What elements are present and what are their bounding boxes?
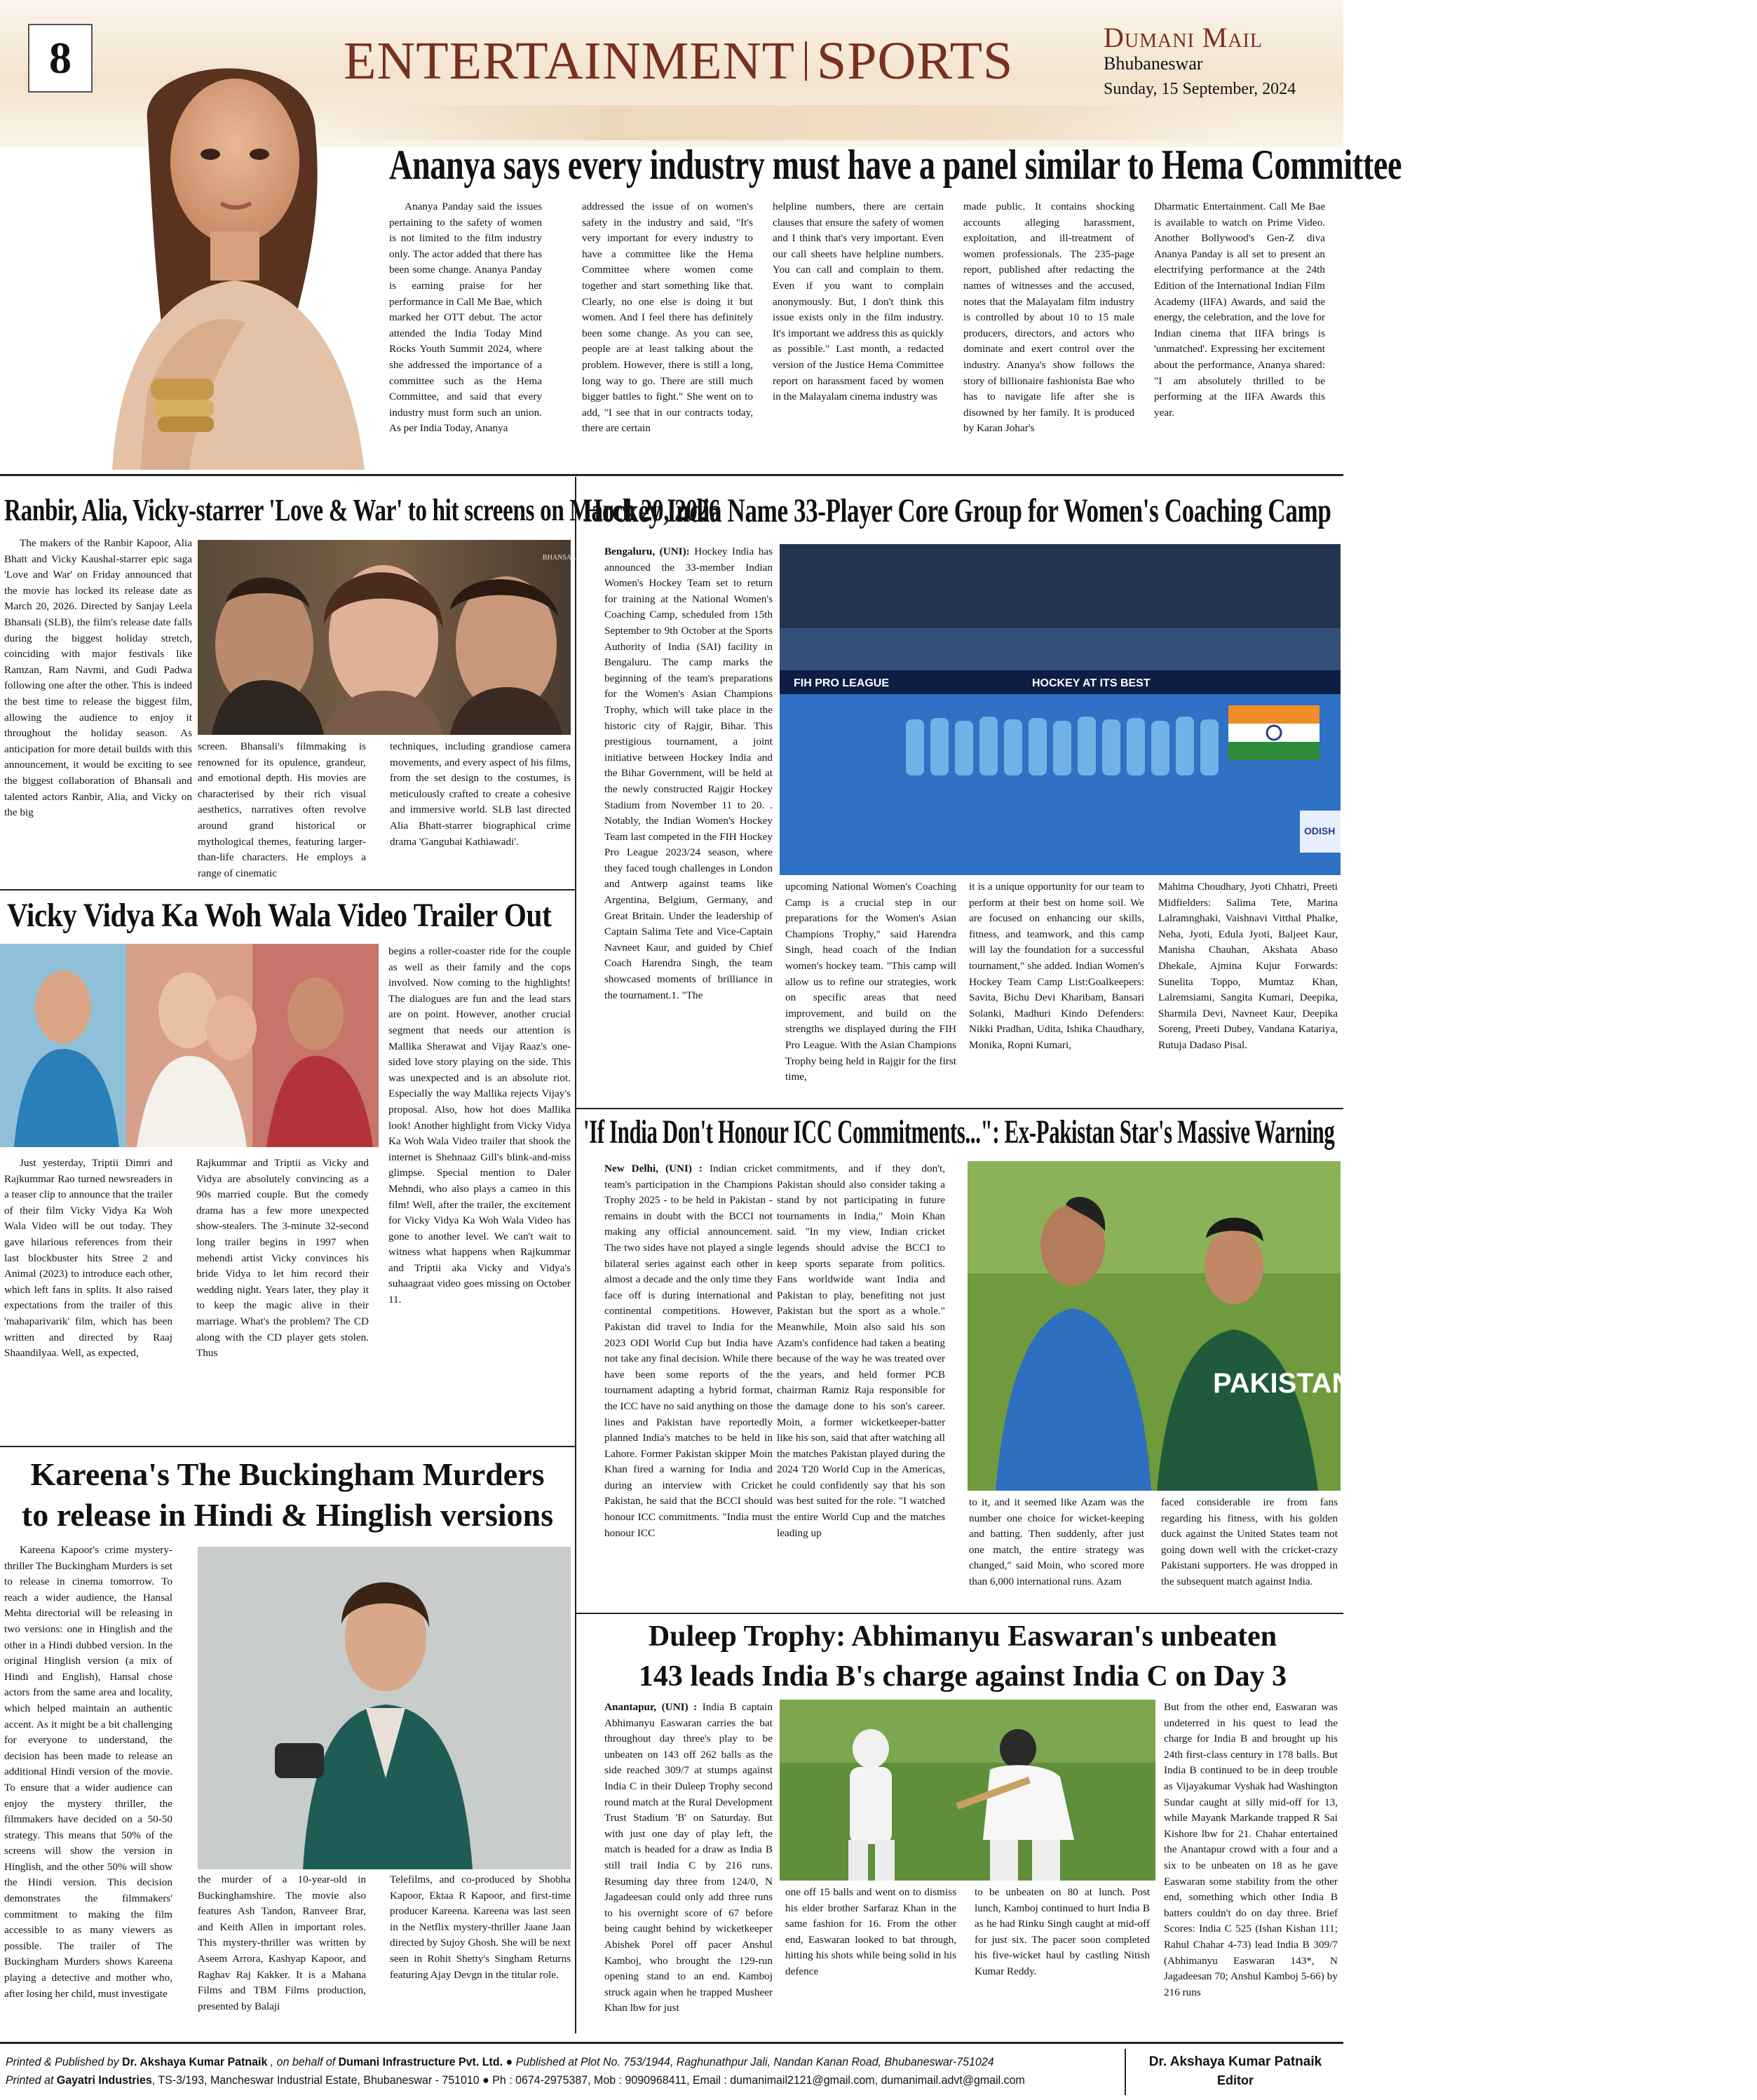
duleep-headline-line1: Duleep Trophy: Abhimanyu Easwaran's unbeaten bbox=[648, 1620, 1277, 1653]
kareena-headline-line1: Kareena's The Buckingham Murders bbox=[30, 1456, 545, 1492]
icc-col4-text: faced considerable ire from fans regarding his fitness, with his golden duck against the United States team not going down well with the cricket-crazy Pakistani supporters. He was dropped in the subsequent match against India. bbox=[1161, 1496, 1338, 1587]
paper-name: Dumani Mail bbox=[1104, 22, 1263, 53]
ananya-col1-text: Ananya Panday said the issues pertaining to the safety of women is not limited to the film industry only. The actor added that there has been some change. Ananya Panday is earning praise for her performance in Call Me Bae, which marked her OTT debut. The actor attended the India Today Mind Rocks Youth Summit 2024, where she addressed the importance of a committee such as the Hema Committee, and said that every industry must form such an union. As per India Today, Ananya bbox=[389, 201, 542, 435]
love-war-col3 bbox=[390, 739, 571, 886]
love-war-col3-text: techniques, including grandiose camera movements, and every aspect of his films, from the set design to the costumes, is meticulously crafted to create a cohesive and immersive world. SLB last directed Alia Bhatt-starrer biographical crime drama 'Gangubai Kathiawadi'. bbox=[390, 740, 571, 848]
footer-line2 bbox=[6, 2071, 1060, 2089]
footer-printer: Gayatri Industries bbox=[56, 2073, 152, 2087]
footer-printed-by: Printed & Published by bbox=[6, 2055, 123, 2068]
icc-headline: 'If India Don't Honour ICC Commitments...": Ex-Pakistan Star's Massive Warning bbox=[583, 1113, 1335, 1151]
kareena-col1 bbox=[4, 1543, 172, 2033]
ananya-col3 bbox=[773, 199, 944, 466]
kareena-headline-line2: to release in Hindi & Hinglish versions bbox=[21, 1497, 554, 1533]
love-war-col1-text: The makers of the Ranbir Kapoor, Alia Bhatt and Vicky Kaushal-starrer epic saga 'Love and War' on Friday announced that the movie has locked its release date as March 20, 2026. Directed by Sanjay Leela Bhansali (SLB), the film's release date falls during the biggest holiday stretch, coinciding with major festivals like Ramzan, Ram Navmi, and Gudi Padwa following one after the other. This is indeed the best time to release the biggest film, allowing the audience to enjoy it throughout the holiday season. As anticipation for more detail builds with this announcement, it would be exciting to see the biggest collaboration of Bhansali and talented actors Ranbir, Alia, and Vicky on the big bbox=[4, 537, 192, 819]
rule-under-icc bbox=[576, 1613, 1343, 1614]
duleep-col3-text: to be unbeaten on 80 at lunch. Post lunch, Kamboj continued to hurt India B as he had Rinku Singh caught at mid-off for just six. The pacer soon completed his five-wicket haul by castling Nitish Kumar Reddy. bbox=[975, 1886, 1150, 1977]
hockey-col3 bbox=[969, 879, 1144, 1105]
love-war-col2 bbox=[198, 739, 366, 886]
page-number: 8 bbox=[49, 33, 72, 83]
icc-photo-shirt-text: PAKISTAN bbox=[1213, 1368, 1352, 1399]
vicky-vidya-col3 bbox=[388, 944, 571, 1443]
duleep-col2-text: one off 15 balls and went on to dismiss his elder brother Sarfaraz Khan in the same fashion for 16. From the other end, Easwaran looked to bat through, hitting his shots while being solid in his defence bbox=[785, 1886, 956, 1977]
footer-divider bbox=[1125, 2049, 1126, 2095]
icc-col1 bbox=[604, 1161, 773, 1610]
hockey-col2-text: upcoming National Women's Coaching Camp is a crucial step in our preparations for the Women's Asian Champions Trophy," said Harendra Singh, head coach of the Indian women's hockey team. "This camp will allow us to refine our strategies, work on specific areas that need improvement, and build on the strengths we displayed during the FIH Pro League. With the Asian Champions Trophy being held in Rajgir for the first time, bbox=[785, 881, 956, 1083]
rule-under-love-war bbox=[0, 889, 575, 890]
kareena-col2-text: the murder of a 10-year-old in Buckinghamshire. The movie also features Ash Tandon, Ranveer Brar, and Keith Allen in important roles. This mystery-thriller was written by Aseem Arrora, Kashyap Kapoor, and Raghav Raj Kakker. It is a Mahana Films and TBM Films production, presented by Balaji bbox=[198, 1874, 366, 2012]
hockey-board-right: ODISH bbox=[1304, 825, 1336, 836]
kareena-col3-text: Telefilms, and co-produced by Shobha Kapoor, Ektaa R Kapoor, and first-time producer Kareena. Kareena was last seen in the Netflix mystery-thriller Jaane Jaan directed by Sujoy Ghosh. She will be next seen in Rohit Shetty's Singham Returns featuring Ajay Devgn in the titular role. bbox=[390, 1874, 571, 1981]
hockey-col2 bbox=[785, 879, 956, 1105]
duleep-col4-text: But from the other end, Easwaran was undeterred in his quest to lead the charge for India B and brought up his 24th first-class century in 178 balls. But India B continued to be in deep trouble as Vijayakumar Vyshak had Washington Sundar caught at silly mid-off for 13, while Mayank Markande trapped R Sai Kishore lbw for 21. Chahar entertained the Anantapur crowd with a four and a six to be unbeaten on 18 as he gave Easwaran some stability from the other end, something which other India B batters couldn't do on day three. Brief Scores: India C 525 (Ishan Kishan 111; Rahul Chahar 4-73) lead India B 309/7 (Abhimanyu Easwaran 143*, N Jagadeesan 70; Anshul Kamboj 5-66) by 216 runs bbox=[1164, 1701, 1338, 1998]
vicky-vidya-col2-text: Rajkummar and Triptii as Vicky and Vidya are absolutely convincing as a 90s married couple. But the comedy drama has a few more unexpected show-stealers. The 3-minute 32-second long trailer begins in 1997 when mehendi artist Vicky convinces his bride Vidya to let him record their wedding night. Years later, they play it to keep the magic alive in their marriage. What's the problem? The CD along with the CD player gets stolen. Thus bbox=[196, 1157, 369, 1360]
footer-company: Dumani Infrastructure Pvt. Ltd. bbox=[338, 2055, 503, 2068]
duleep-headline-line2: 143 leads India B's charge against India C on Day 3 bbox=[638, 1660, 1287, 1693]
duleep-col4 bbox=[1164, 1700, 1338, 2033]
ananya-headline: Ananya says every industry must have a panel similar to Hema Committee bbox=[389, 142, 1402, 188]
duleep-photo bbox=[780, 1700, 1155, 1881]
icc-col2 bbox=[777, 1161, 945, 1610]
paper-city: Bhubaneswar bbox=[1104, 53, 1203, 74]
duleep-col3 bbox=[975, 1885, 1150, 2033]
ananya-col1 bbox=[389, 199, 542, 466]
love-war-col1 bbox=[4, 536, 192, 886]
kareena-col2 bbox=[198, 1872, 366, 2033]
duleep-headline bbox=[582, 1617, 1343, 1697]
section-title bbox=[344, 29, 1013, 93]
duleep-col1 bbox=[604, 1700, 773, 2033]
kareena-col1-text: Kareena Kapoor's crime mystery-thriller The Buckingham Murders is set to release in cinema tomorrow. To reach a wider audience, the Hansal Mehta directorial will be releasing in two versions: one in Hinglish and the other in a Hindi dubbed version. In the original Hinglish version (a mix of Hindi and English), Hansal chose actors from the same area and locality, which helped maintain an authentic accent. As it might be a bit challenging for everyone to understand, the decision has been made to release an additional Hindi version of the movie. To ensure that a wider audience can enjoy the mystery thriller, the filmmakers have decided on a 50-50 strategy. This means that 50% of the screens will show the version in Hinglish, and the other 50% will show the Hindi version. This decision demonstrates the filmmakers' commitment to making the film accessible to as many viewers as possible. The trailer of The Buckingham Murders shows Kareena playing a detective and mother who, after losing her child, must investigate bbox=[4, 1544, 172, 2000]
vicky-vidya-col2 bbox=[196, 1156, 369, 1443]
footer-editor-name: Dr. Akshaya Kumar Patnaik bbox=[1148, 2054, 1322, 2069]
kareena-col3 bbox=[390, 1872, 571, 2033]
love-war-headline: Ranbir, Alia, Vicky-starrer 'Love & War' to hit screens on March 20, 2026 bbox=[4, 493, 721, 527]
rule-under-ananya bbox=[0, 474, 1343, 476]
vicky-vidya-photo bbox=[0, 944, 379, 1147]
icc-col3-text: to it, and it seemed like Azam was the number one choice for wicket-keeping and batting. Then suddenly, after just one match, the entire strategy was changed," said Moin, who scored more than 6,000 international runs. Azam bbox=[969, 1496, 1144, 1587]
vicky-vidya-headline: Vicky Vidya Ka Woh Wala Video Trailer Out bbox=[7, 897, 552, 934]
ananya-photo bbox=[84, 28, 379, 470]
footer-published-at: ● Published at Plot No. 753/1944, Raghunathpur Jali, Nandan Kanan Road, Bhubaneswar-751024 bbox=[503, 2055, 994, 2068]
footer-printed-at: Printed at bbox=[6, 2073, 57, 2087]
section-divider bbox=[805, 41, 807, 81]
footer-editor-title: Editor bbox=[1217, 2073, 1254, 2087]
rule-under-vicky-vidya bbox=[0, 1446, 575, 1447]
icc-col1-text: Indian cricket team's participation in the Champions Trophy 2025 - to be held in Pakistan - remains in doubt with the BCCI not making any official announcement. The two sides have not played a single bilateral series against each other in almost a decade and the only time they face off is during international and continental competitions. However, Pakistan did travel to India for the 2023 ODI World Cup but India have not take any final decision. While there have been some reports of the tournament adapting a hybrid format, the ICC have no said anything on those lines and Pakistan have reportedly planned India's matches to be held in Lahore. Former Pakistan skipper Moin Khan fired a warning for India and during an interview with Cricket Pakistan, he said that the BCCI should honour ICC commitments. "India must honour ICC bbox=[604, 1163, 773, 1539]
icc-col3 bbox=[969, 1495, 1144, 1610]
icc-col2-text: commitments, and if they don't, Pakistan should also consider taking a stand by not participating in future tournaments in India," Moin Khan said. "In my view, Indian cricket legends should advise the BCCI to keep sports separate from politics. Fans worldwide want India and Pakistan to play, benefiting not just Pakistan but the sport as a whole." Meanwhile, Moin also said his son Azam's confidence had taken a beating because of the way he was treated over the years, and held former PCB chairman Ramiz Raja responsible for the damage done to his son's career. Moin, a former wicketkeeper-batter like his son, said that after watching all the matches Pakistan played during the 2024 T20 World Cup in the Americas, he could confidently say that his son was best suited for the role. "I watched the entire World Cup and the matches leading up bbox=[777, 1163, 945, 1539]
bhansali-logo: BHANSALI bbox=[543, 554, 578, 562]
hockey-col4-text: Mahima Choudhary, Jyoti Chhatri, Preeti Midfielders: Salima Tete, Marina Lalramnghaki, Vaishnavi Vitthal Phalke, Neha, Jyoti, Edula Jyoti, Baljeet Kaur, Manisha Chauhan, Akshata Abaso Dhekale, Ajmina Kujur Forwards: Sunelita Toppo, Mumtaz Khan, Lalremsiami, Sangita Kumari, Deepika, Sharmila Devi, Navneet Kaur, Deepika Soreng, Preeti Dubey, Vandana Katariya, Rutuja Dadaso Pisal. bbox=[1158, 881, 1338, 1051]
footer-line1 bbox=[6, 2053, 1060, 2071]
ananya-col5 bbox=[1154, 199, 1325, 466]
footer-editor bbox=[1130, 2053, 1341, 2089]
ananya-col2-text: addressed the issue of on women's safety in the industry and said, "It's very important for every industry to have a committee like the Hema Committee where women come together and start something like that. Clearly, no one else is doing it but women. And I feel there has definitely been some change. As you can see, people are at least talking about the problem. However, there is still a long, long way to go. There are still much bigger battles to fight." She went on to add, "I see that in our contracts today, there are certain bbox=[582, 201, 753, 435]
love-war-col2-text: screen. Bhansali's filmmaking is renowned for its opulence, grandeur, and emotional depth. His movies are characterised by their rich visual aesthetics, narratives often revolve around grand historical or mythological themes, featuring larger-than-life characters. He employs a range of cinematic bbox=[198, 740, 366, 879]
hockey-headline: Hockey India Name 33-Player Core Group for Women's Coaching Camp bbox=[583, 492, 1331, 529]
hockey-photo bbox=[780, 544, 1341, 875]
page-number-box bbox=[28, 24, 93, 93]
ananya-col5-text: Dharmatic Entertainment. Call Me Bae is available to watch on Prime Video. Another Bollywood's Gen-Z diva Ananya Panday is all set to present an electrifying performance at the 24th Edition of the International Indian Film Academy (IIFA) Awards, and said the energy, the celebration, and the love for Indian cinema that IIFA brings is 'unmatched'. Expressing her excitement about the performance, Ananya shared: "I am absolutely thrilled to be performing at the IIFA Awards this year. bbox=[1154, 201, 1325, 419]
section-left: ENTERTAINMENT bbox=[344, 31, 796, 90]
icc-photo bbox=[968, 1161, 1352, 1491]
header-wash bbox=[330, 105, 1241, 140]
hockey-col3-text: it is a unique opportunity for our team to perform at their best on home soil. We are focused on enhancing our skills, fitness, and teamwork, and this camp will lay the foundation for a successful tournament," she added. Indian Women's Hockey Team Camp List:Goalkeepers: Savita, Bichu Devi Kharibam, Bansari Solanki, Madhuri Kindo Defenders: Nikki Pradhan, Udita, Ishika Chaudhary, Monika, Ropni Kumari, bbox=[969, 881, 1144, 1051]
rule-center-vertical bbox=[575, 477, 576, 2033]
paper-date: Sunday, 15 September, 2024 bbox=[1104, 80, 1296, 98]
kareena-photo bbox=[198, 1547, 571, 1869]
footer-publisher-name: Dr. Akshaya Kumar Patnaik bbox=[122, 2055, 268, 2068]
duleep-dateline: Anantapur, (UNI) : bbox=[604, 1701, 698, 1713]
hockey-col4 bbox=[1158, 879, 1338, 1105]
vicky-vidya-col1-text: Just yesterday, Triptii Dimri and Rajkummar Rao turned newsreaders in a teaser clip to announce that the trailer of their film Vicky Vidya Ka Woh Wala Video will be out today. They gave hilarious references from their last blockbuster hits Stree 2 and Animal (2023) to introduce each other, which left fans in splits. It also raised expectations from the trailer of this 'mahaparivarik' film, which has been written and directed by Raaj Shaandilyaa. Well, as expected, bbox=[4, 1157, 172, 1360]
ananya-col3-text: helpline numbers, there are certain clauses that ensure the safety of women and I think that's very important. Even our call sheets have helpline numbers. You can call and complain to them. Even if you want to complain anonymously. But, I don't think this issue exists only in the film industry. It's important we address this as quickly as possible." Last month, a redacted version of the Justice Hema Committee report on harassment faced by women in the Malayalam cinema industry was bbox=[773, 201, 944, 403]
duleep-col2 bbox=[785, 1885, 956, 2033]
ananya-col2 bbox=[582, 199, 753, 466]
love-war-poster bbox=[198, 540, 578, 735]
hockey-col1 bbox=[604, 544, 773, 1105]
footer-printer-address: , TS-3/193, Mancheswar Industrial Estate, Bhubaneswar - 751010 ● Ph : 0674-2975387, Mob : 9090968411, Email : dumanimail2121@gmail.com, dumanimail.advt@gmail.com bbox=[151, 2073, 1025, 2087]
ananya-col4 bbox=[963, 199, 1134, 466]
section-right: SPORTS bbox=[817, 31, 1014, 90]
vicky-vidya-col3-text: begins a roller-coaster ride for the couple as well as their family and the cops involved. Now coming to the highlights! The dialogues are fun and the lead stars are on point. However, another crucial segment that needs our attention is Mallika Sherawat and Vijay Raaz's one-sided love story playing on the side. This was unexpected and is an absolute riot. Especially the way Mallika rejects Vijay's proposal. Also, how hot does Mallika look! Another highlight from Vicky Vidya Ka Woh Wala Video trailer that shook the internet is Shehnaaz Gill's blink-and-miss glimpse. Special mention to Daler Mehndi, who also plays a cameo in this film! Well, after the trailer, the excitement for Vicky Vidya Ka Woh Wala Video has gone to another level. We can't wait to witness what happens when Rajkummar and Triptii aka Vicky and Vidya's suhaagraat video goes missing on October 11. bbox=[388, 945, 571, 1306]
rule-under-hockey bbox=[576, 1108, 1343, 1109]
hockey-col1-text: Hockey India has announced the 33-member Indian Women's Hockey Team set to return for training at the National Women's Coaching Camp, scheduled from 15th September to 9th October at the Sports Authority of India (SAI) facility in Bengaluru. The camp marks the beginning of the team's preparations for the Women's Asian Champions Trophy, which will take place in the historic city of Rajgir, Bihar. This prestigious tournament, a joint initiative between Hockey India and the Bihar Government, will be held at the newly constructed Rajgir Hockey Stadium from November 11 to 20. . Notably, the Indian Women's Hockey Team last competed in the FIH Hockey Pro League 2023/24 season, where they faced tough challenges in London and Antwerp against teams like Argentina, Belgium, Germany, and Great Britain. Under the leadership of Captain Salima Tete and Vice-Captain Navneet Kaur, and guided by Chief Coach Harendra Singh, the team showcased moments of brilliance in the tournament.1. "The bbox=[604, 546, 773, 1001]
footer-rule bbox=[0, 2042, 1343, 2044]
icc-dateline: New Delhi, (UNI) : bbox=[604, 1163, 703, 1174]
ananya-col4-text: made public. It contains shocking accounts alleging harassment, exploitation, and ill-treatment of women professionals. The 235-page report, published after redacting the names of witnesses and the accused, notes that the Malayalam film industry is controlled by about 10 to 15 male producers, directors, and actors who dominate and exert control over the industry. Ananya's show follows the story of billionaire fashionista Bae who has to navigate life after she is disowned by her family. It is produced by Karan Johar's bbox=[963, 201, 1134, 435]
duleep-col1-text: India B captain Abhimanyu Easwaran carries the bat throughout day three's play to be unbeaten on 143 off 262 balls as the side reached 309/7 at stumps against India C in their Duleep Trophy second round match at the Rural Development Trust Stadium 'B' on Saturday. But with just one day of play left, the match is headed for a draw as India B still trail India C by 216 runs. Resuming day three from 124/0, N Jagadeesan could only add three runs to his overnight score of 67 before being caught behind by wicketkeeper Abishek Porel off pacer Anshul Kamboj, who brought the 129-run opening stand to an end. Kamboj struck again when he trapped Musheer Khan lbw for just bbox=[604, 1701, 773, 2014]
hockey-dateline: Bengaluru, (UNI): bbox=[604, 546, 690, 557]
footer-imprint bbox=[6, 2053, 1127, 2089]
footer-on-behalf: , on behalf of bbox=[267, 2055, 339, 2068]
icc-col4 bbox=[1161, 1495, 1338, 1610]
hockey-board-center: HOCKEY AT ITS BEST bbox=[1032, 677, 1151, 689]
vicky-vidya-col1 bbox=[4, 1156, 172, 1443]
hockey-board-left: FIH PRO LEAGUE bbox=[794, 677, 890, 689]
kareena-headline bbox=[0, 1454, 575, 1536]
